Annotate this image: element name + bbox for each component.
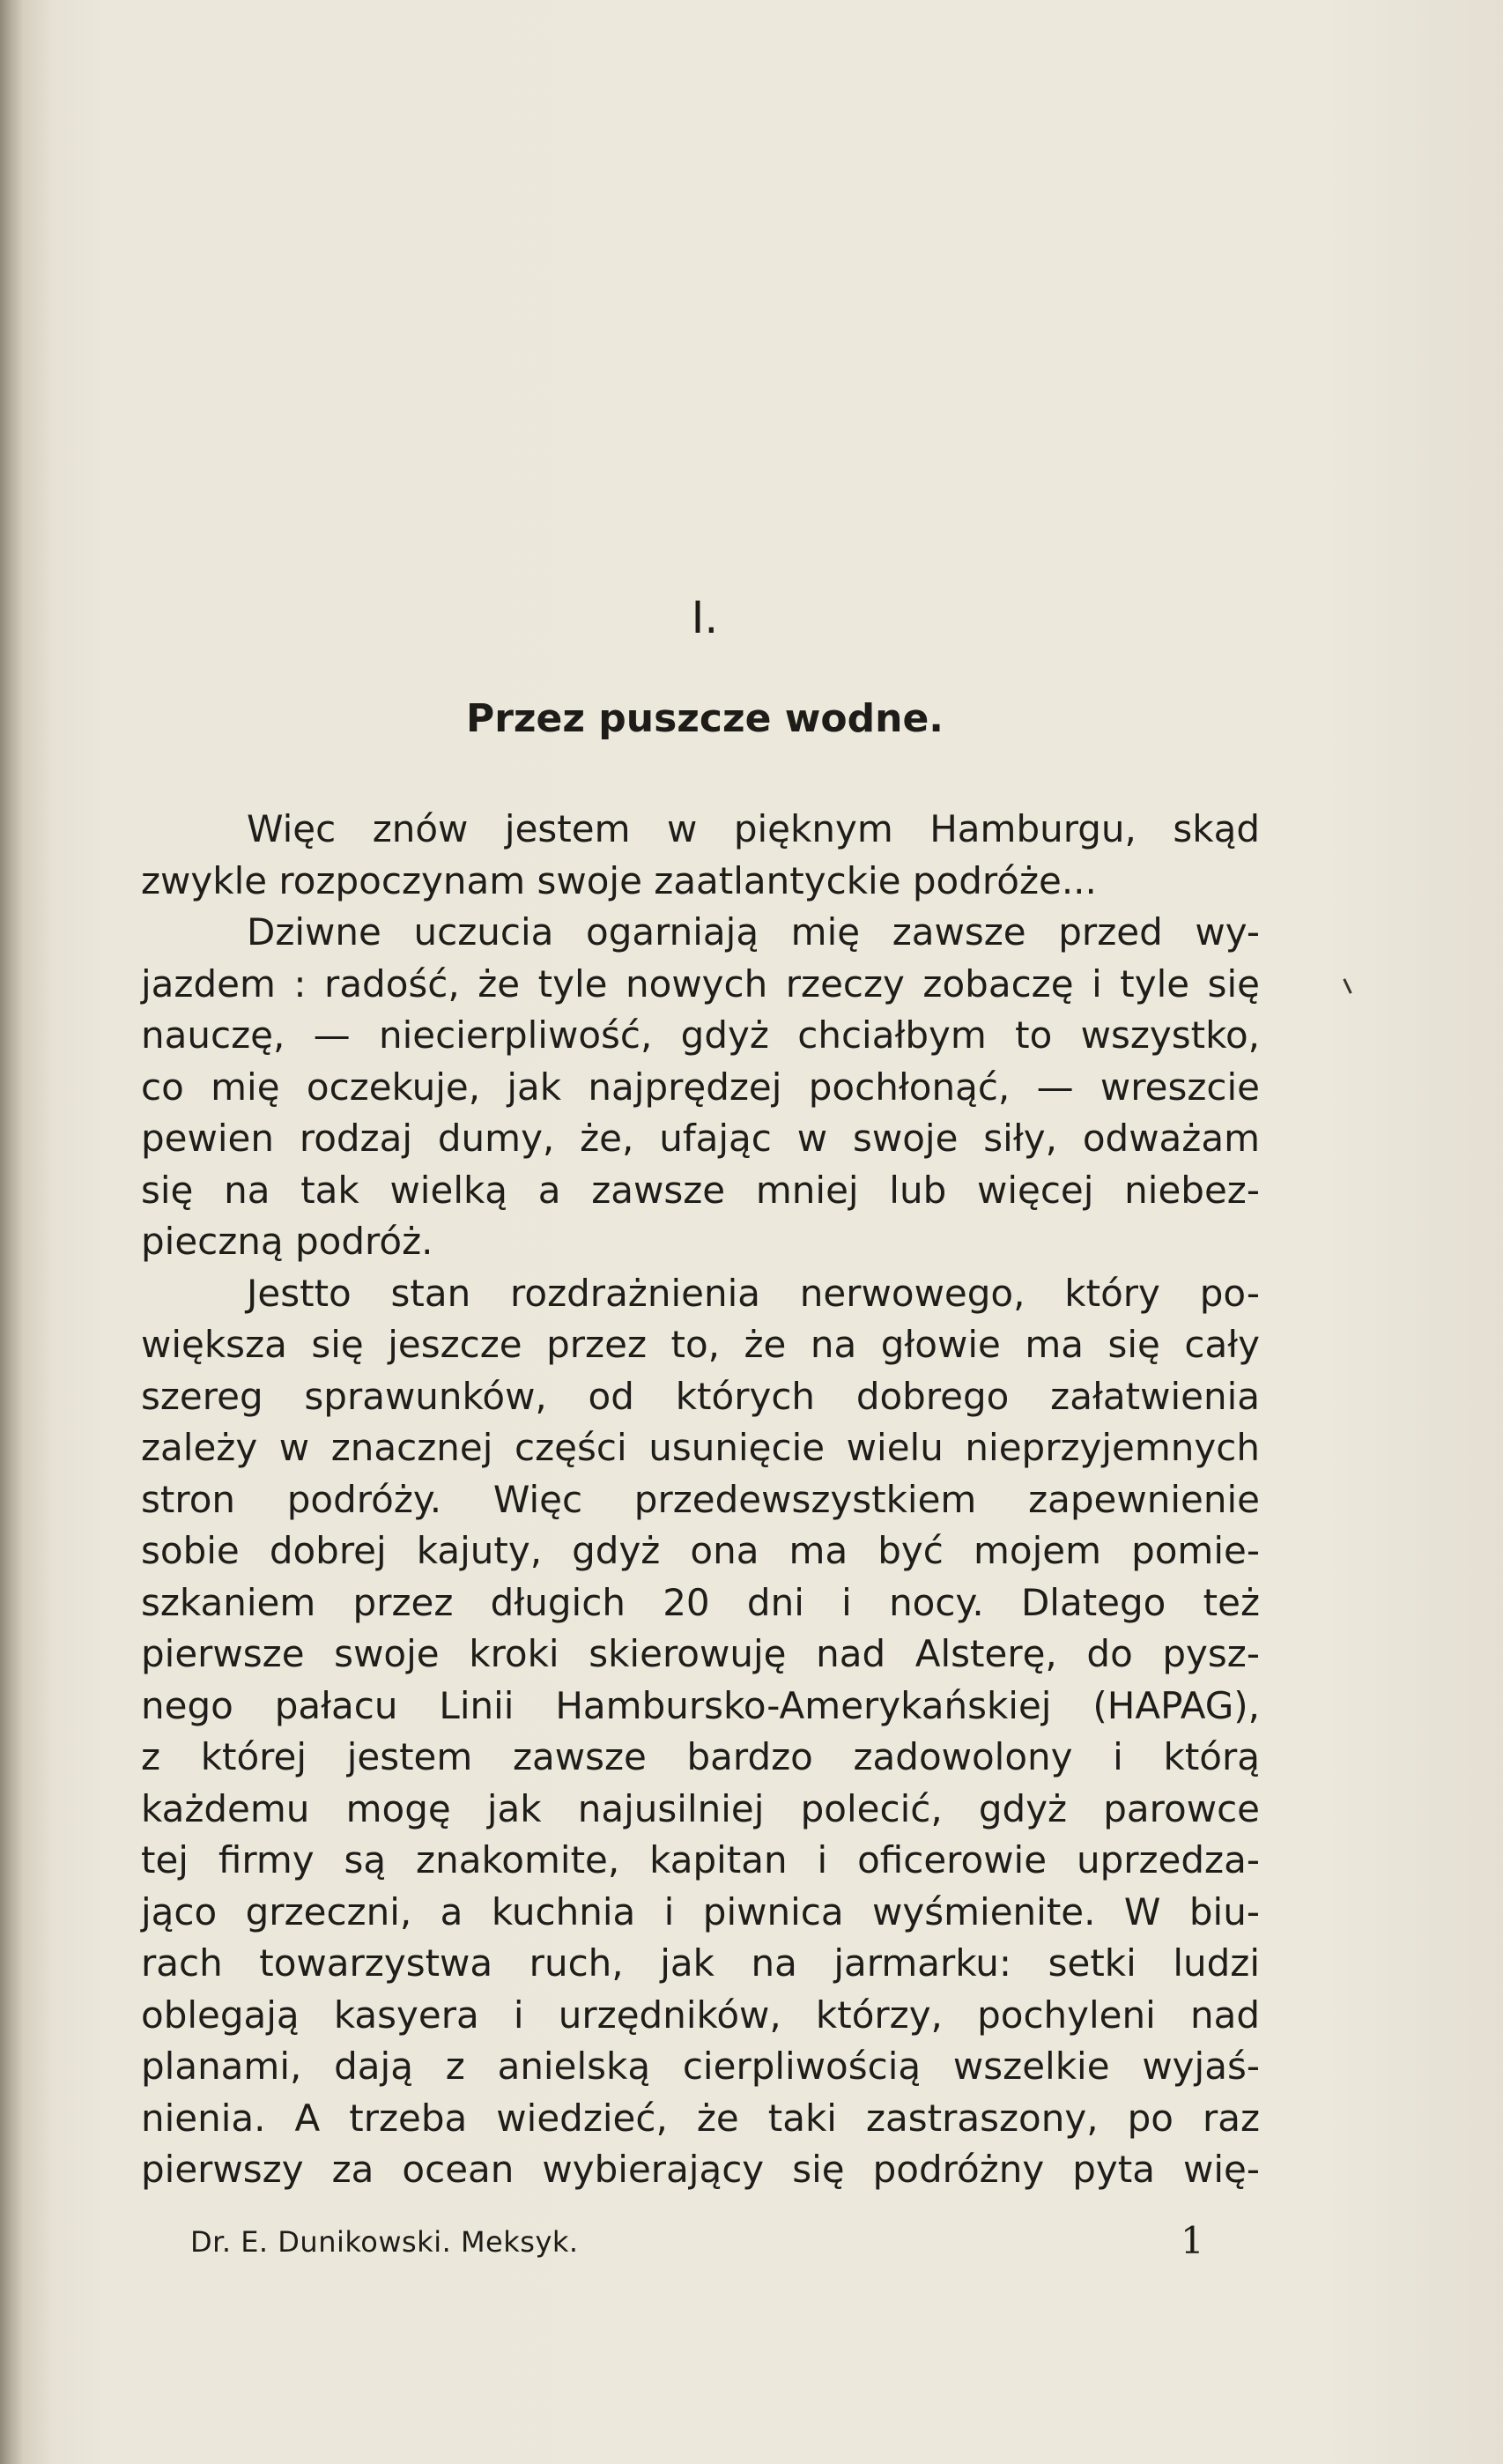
text-line: Dziwne uczucia ogarniają mię zawsze przed wy- (247, 910, 1260, 954)
text-line: oblegają kasyera i urzędników, którzy, pochyleni nad (141, 1993, 1260, 2037)
chapter-title: Przez puszcze wodne. (465, 696, 944, 741)
text-line: Jestto stan rozdrażnienia nerwowego, który po- (247, 1271, 1260, 1315)
text-line: pierwsze swoje kroki skierowuję nad Alsterę, do pysz- (141, 1632, 1260, 1675)
text-line: sobie dobrej kajuty, gdyż ona ma być mojem pomie- (141, 1529, 1260, 1572)
text-line: rach towarzystwa ruch, jak na jarmarku: setki ludzi (141, 1941, 1260, 1985)
text-line: tej firmy są znakomite, kapitan i oficerowie uprzedza- (141, 1838, 1260, 1881)
text-line: zwykle rozpoczynam swoje zaatlantyckie podróże... (141, 858, 1097, 902)
spine-shadow (0, 0, 23, 2464)
text-line: się na tak wielką a zawsze mniej lub więcej niebez- (141, 1168, 1260, 1212)
text-line: szereg sprawunków, od których dobrego załatwienia (141, 1374, 1260, 1418)
text-line: co mię oczekuje, jak najprędzej pochłonąć, — wreszcie (141, 1065, 1260, 1109)
text-line: większa się jeszcze przez to, że na głowie ma się cały (141, 1323, 1260, 1366)
text-line: szkaniem przez długich 20 dni i nocy. Dlatego też (141, 1580, 1260, 1624)
sheet-number: 1 (1181, 2219, 1204, 2262)
text-line: nego pałacu Linii Hambursko-Amerykańskiej (HAPAG), (141, 1683, 1260, 1727)
text-line: każdemu mogę jak najusilniej polecić, gdyż parowce (141, 1786, 1260, 1830)
text-line: z której jestem zawsze bardzo zadowolony i którą (141, 1735, 1260, 1778)
text-line: zależy w znacznej części usunięcie wielu nieprzyjemnych (141, 1426, 1260, 1469)
text-line: jąco grzeczni, a kuchnia i piwnica wyśmienite. W biu- (141, 1889, 1260, 1933)
text-line: stron podróży. Więc przedewszystkiem zapewnienie (141, 1477, 1260, 1521)
text-line: pewien rodzaj dumy, że, ufając w swoje siły, odważam (141, 1117, 1260, 1160)
chapter-number: I. (691, 592, 719, 643)
text-line: jazdem : radość, że tyle nowych rzeczy zobaczę i tyle się (141, 961, 1260, 1006)
text-line: nauczę, — niecierpliwość, gdyż chciałbym to wszystko, (141, 1013, 1260, 1057)
ink-speck (1343, 978, 1351, 994)
body-text (141, 804, 1260, 2196)
footer-signature: Dr. E. Dunikowski. Meksyk. (190, 2225, 579, 2259)
text-line: Więc znów jestem w pięknym Hamburgu, skąd (247, 807, 1260, 850)
text-line: planami, dają z anielską cierpliwością wszelkie wyjaś- (141, 2045, 1260, 2088)
text-line: pieczną podróż. (141, 1220, 433, 1263)
text-line: pierwszy za ocean wybierający się podróżny pyta wię- (141, 2148, 1260, 2191)
text-line: nienia. A trzeba wiedzieć, że taki zastraszony, po raz (141, 2096, 1260, 2140)
